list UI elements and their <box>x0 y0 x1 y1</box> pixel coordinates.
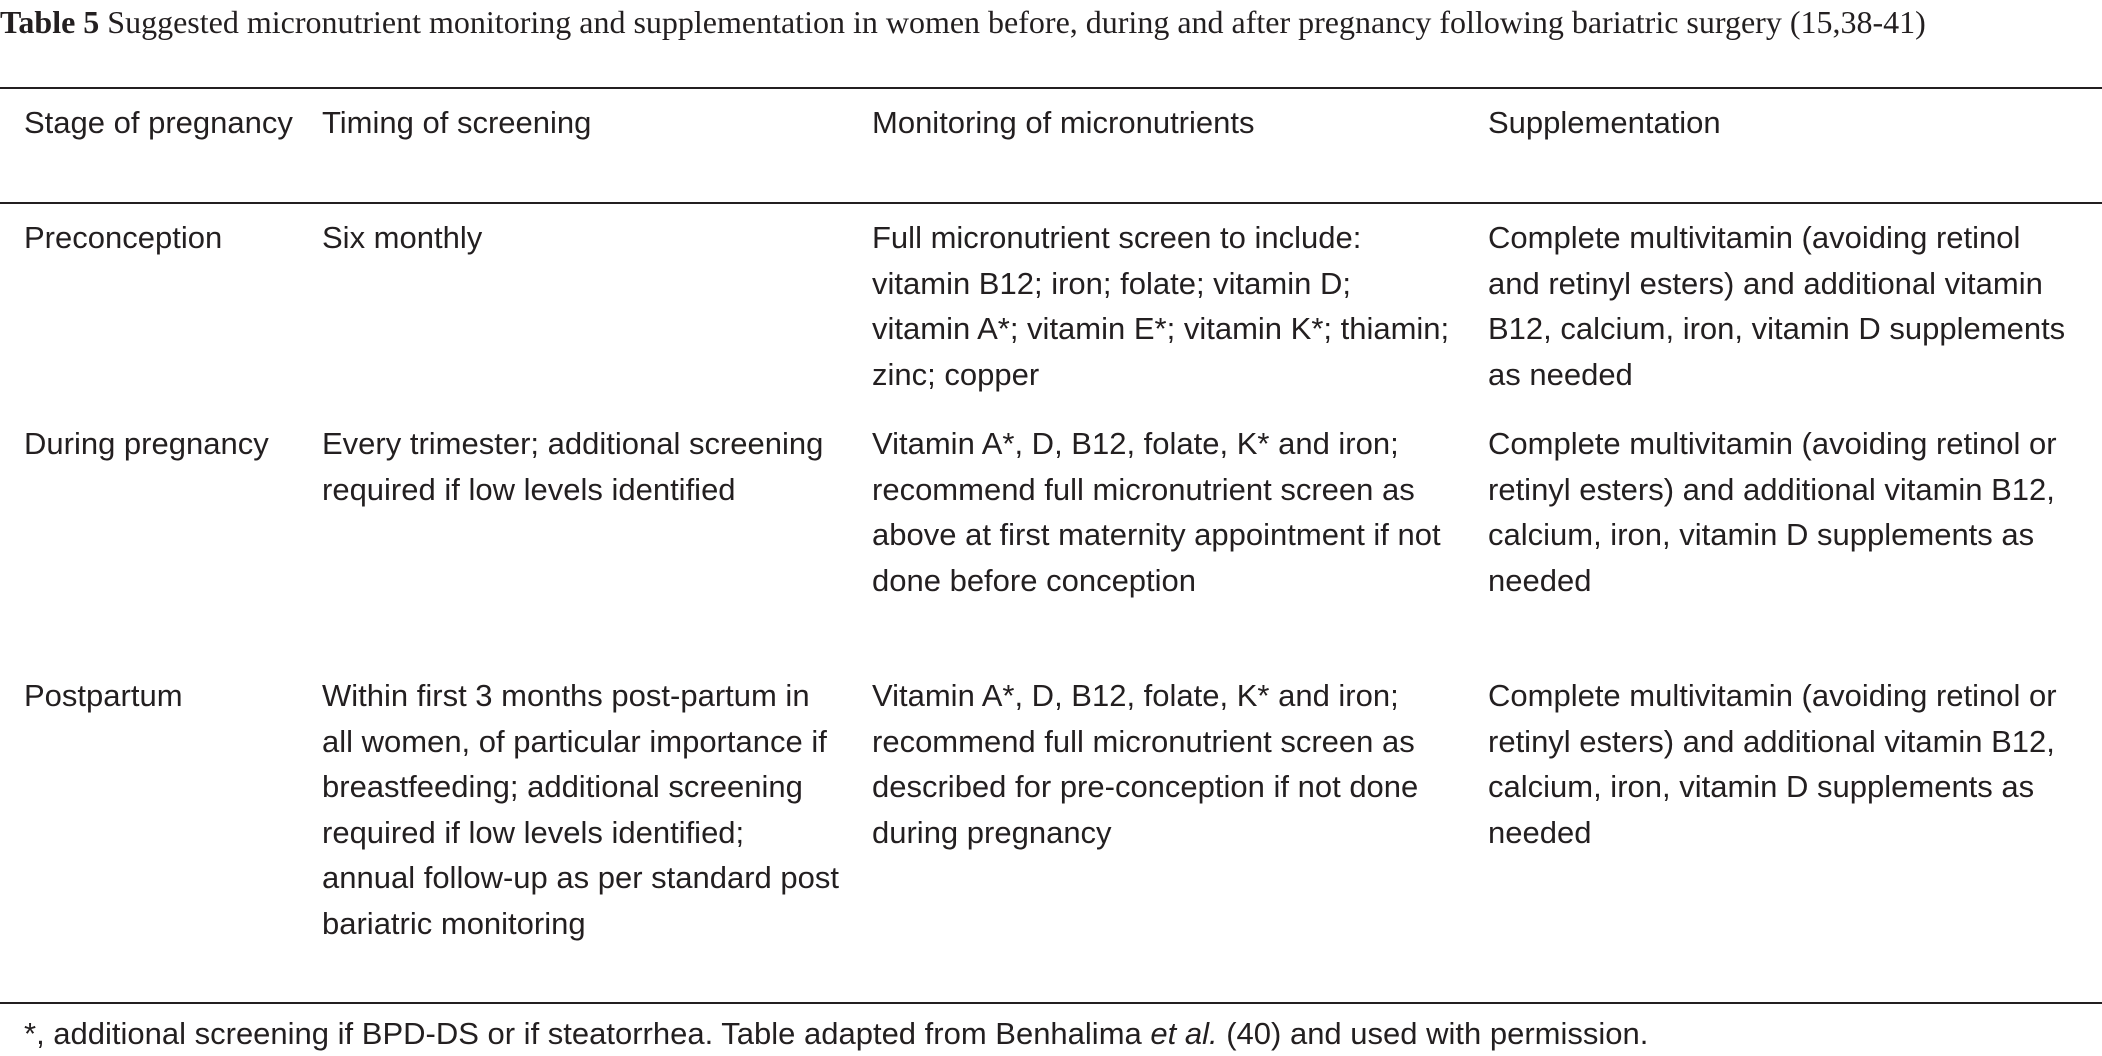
row-preconception-monitoring: Full micronutrient screen to include: vitamin B12; iron; folate; vitamin D; vitamin A*; vitamin E*; vitamin K*; thiamin; zinc; copper <box>872 220 1450 392</box>
header-stage: Stage of pregnancy <box>24 105 293 140</box>
table-footnote <box>24 1011 2084 1056</box>
row-postpartum-timing: Within first 3 months post-partum in all women, of particular importance if breastfeeding; additional screening required if low levels identified; annual follow-up as per standard post bariatric monitoring <box>322 678 839 941</box>
header-supplementation: Supplementation <box>1488 105 1721 140</box>
row-during-pregnancy-timing: Every trimester; additional screening required if low levels identified <box>322 426 824 507</box>
footnote-text-italic: et al. <box>1150 1016 1218 1051</box>
row-postpartum-monitoring: Vitamin A*, D, B12, folate, K* and iron; recommend full micronutrient screen as described for pre-conception if not done during pregnancy <box>872 678 1419 850</box>
row-postpartum-supplementation: Complete multivitamin (avoiding retinol or retinyl esters) and additional vitamin B12, calcium, iron, vitamin D supplements as needed <box>1488 678 2057 850</box>
row-preconception-timing: Six monthly <box>322 220 483 255</box>
table-bottom-rule <box>0 1002 2102 1004</box>
header-monitoring: Monitoring of micronutrients <box>872 105 1255 140</box>
table-caption <box>0 0 2080 44</box>
footnote-text-before: *, additional screening if BPD-DS or if steatorrhea. Table adapted from Benhalima <box>24 1016 1151 1051</box>
footnote-text-after: (40) and used with permission. <box>1217 1016 1649 1051</box>
table-caption-label: Table 5 <box>0 4 100 40</box>
table-top-rule <box>0 87 2102 89</box>
table-header-rule <box>0 202 2102 204</box>
row-postpartum-stage: Postpartum <box>24 678 183 713</box>
row-preconception-stage: Preconception <box>24 220 223 255</box>
row-during-pregnancy-monitoring: Vitamin A*, D, B12, folate, K* and iron; recommend full micronutrient screen as above at first maternity appointment if not done before conception <box>872 426 1441 598</box>
row-preconception-supplementation: Complete multivitamin (avoiding retinol and retinyl esters) and additional vitamin B12, calcium, iron, vitamin D supplements as needed <box>1488 220 2066 392</box>
header-timing: Timing of screening <box>322 105 592 140</box>
table-caption-text: Suggested micronutrient monitoring and supplementation in women before, during and after pregnancy following bariatric surgery (15,38-41) <box>107 4 1926 40</box>
row-during-pregnancy-supplementation: Complete multivitamin (avoiding retinol or retinyl esters) and additional vitamin B12, calcium, iron, vitamin D supplements as needed <box>1488 426 2057 598</box>
row-during-pregnancy-stage: During pregnancy <box>24 426 269 461</box>
